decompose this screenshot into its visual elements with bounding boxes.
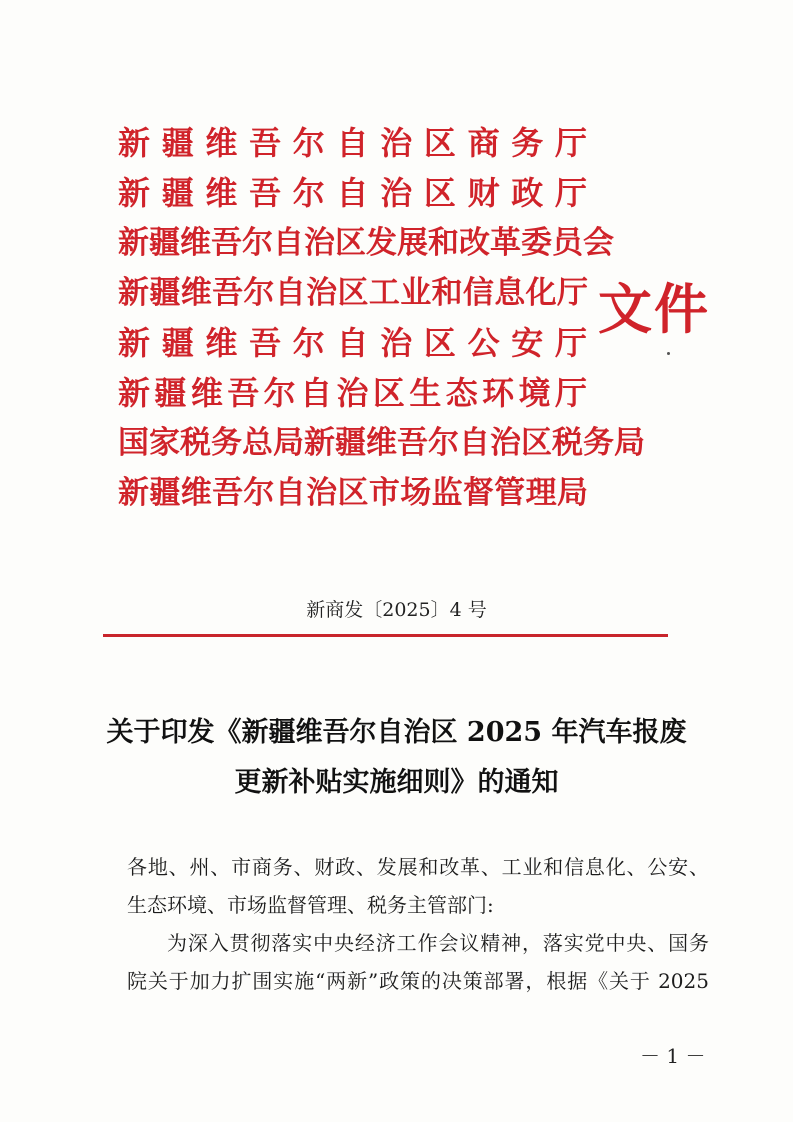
document-suffix: 文件 xyxy=(598,277,710,341)
issuer-industry-it: 新疆维吾尔自治区工业和信息化厅 xyxy=(118,275,588,311)
issuer-market-regulation: 新疆维吾尔自治区市场监督管理局 xyxy=(118,475,588,511)
paragraph-1-line-2: 院关于加力扩围实施“两新”政策的决策部署，根据《关于 2025 xyxy=(127,969,709,993)
issuer-taxation: 国家税务总局新疆维吾尔自治区税务局 xyxy=(118,425,645,461)
paragraph-1-line-1: 为深入贯彻落实中央经济工作会议精神，落实党中央、国务 xyxy=(167,931,709,955)
addressee-line-2: 生态环境、市场监督管理、税务主管部门: xyxy=(127,893,494,917)
document-body xyxy=(127,848,709,1000)
issuer-finance: 新疆维吾尔自治区财政厅 xyxy=(118,174,588,212)
page-number: － 1 － xyxy=(640,1044,706,1068)
issuing-authorities xyxy=(118,118,645,518)
document-number: 新商发〔2025〕4 号 xyxy=(306,599,487,621)
scan-dot xyxy=(667,352,670,355)
addressee-line-1: 各地、州、市商务、财政、发展和改革、工业和信息化、公安、 xyxy=(127,855,709,879)
red-divider-line xyxy=(103,634,668,637)
issuer-ecology-environment: 新疆维吾尔自治区生态环境厅 xyxy=(118,374,588,412)
issuer-development-reform: 新疆维吾尔自治区发展和改革委员会 xyxy=(118,225,614,261)
title-line-2: 更新补贴实施细则》的通知 xyxy=(234,767,559,798)
document-title xyxy=(90,708,703,808)
issuer-commerce: 新疆维吾尔自治区商务厅 xyxy=(118,124,588,162)
title-line-1: 关于印发《新疆维吾尔自治区 2025 年汽车报废 xyxy=(106,717,687,748)
issuer-public-security: 新疆维吾尔自治区公安厅 xyxy=(118,324,588,362)
